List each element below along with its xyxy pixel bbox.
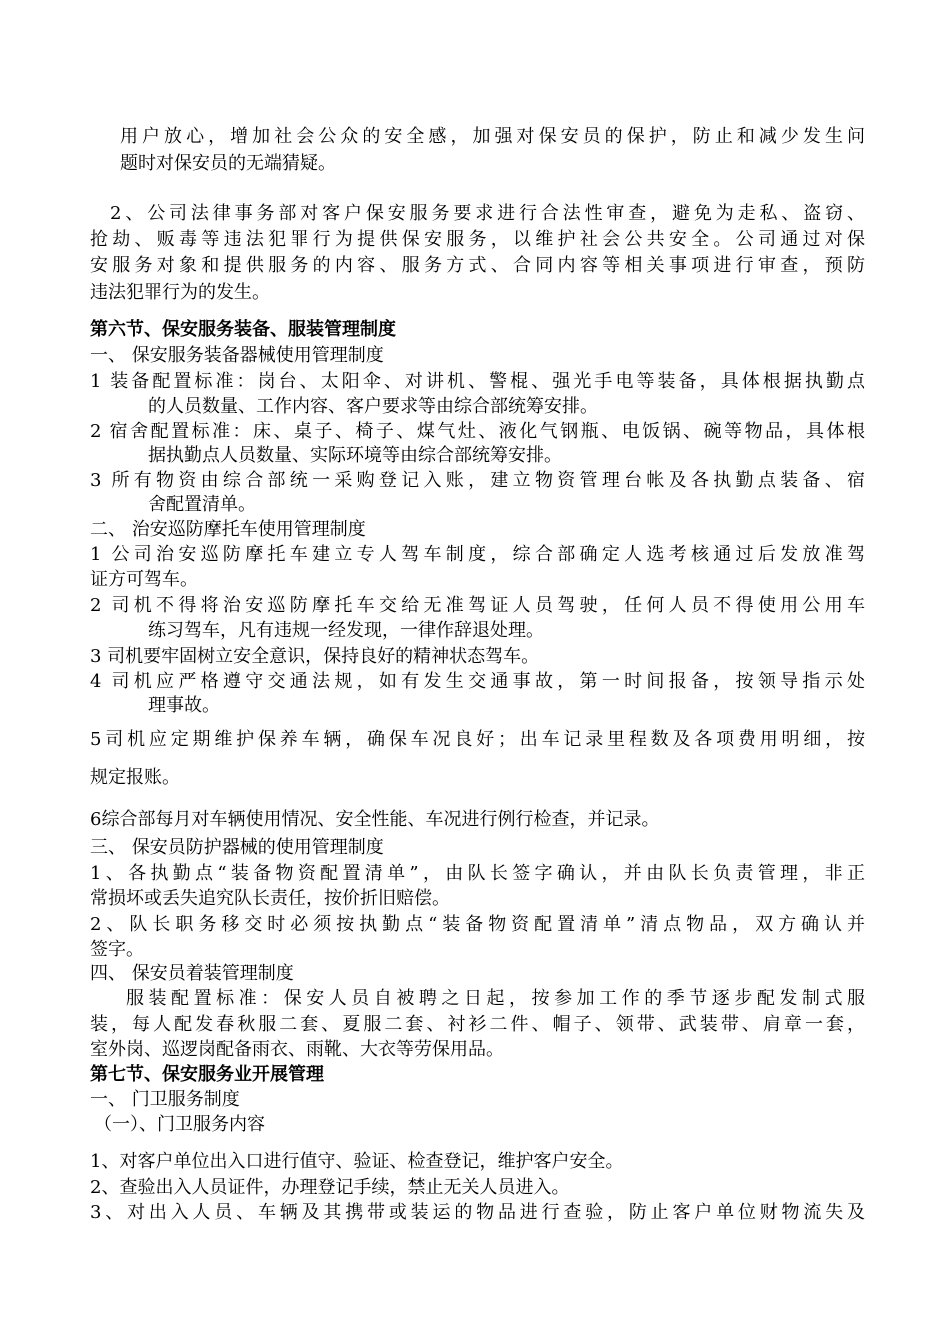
motorcycle-driver-line-2: 证方可驾车。 bbox=[90, 569, 198, 590]
monthly-inspection-line: 6综合部每月对车辆使用情况、安全性能、车况进行例行检查，并记录。 bbox=[90, 809, 660, 830]
unlicensed-driving-line-1: 2 司机不得将治安巡防摩托车交给无准驾证人员驾驶，任何人员不得使用公用车 bbox=[90, 595, 865, 616]
equipment-standard-line-1: 1 装备配置标准：岗台、太阳伞、对讲机、警棍、强光手电等装备，具体根据执勤点 bbox=[90, 371, 865, 392]
intro-paragraph-line-2: 题时对保安员的无端猜疑。 bbox=[120, 153, 336, 174]
equipment-checklist-line-1: 1、各执勤点“装备物资配置清单”，由队长签字确认，并由队长负责管理，非正 bbox=[90, 863, 865, 884]
section-6-sub-4-heading: 四、 保安员着装管理制度 bbox=[90, 963, 294, 984]
section-6-sub-1-heading: 一、 保安服务装备器械使用管理制度 bbox=[90, 345, 384, 366]
duty-handover-line-1: 2、队长职务移交时必须按执勤点“装备物资配置清单”清点物品，双方确认并 bbox=[90, 914, 865, 935]
gate-service-item-2: 2、查验出入人员证件，办理登记手续，禁止无关人员进入。 bbox=[90, 1177, 570, 1198]
duty-handover-line-2: 签字。 bbox=[90, 939, 144, 960]
vehicle-maintenance-line-2: 规定报账。 bbox=[90, 767, 180, 788]
section-7-sub-1-heading: 一、 门卫服务制度 bbox=[90, 1089, 240, 1110]
section-6-title: 第六节、保安服务装备、服装管理制度 bbox=[90, 319, 396, 340]
traffic-rules-line-2: 理事故。 bbox=[148, 695, 220, 716]
materials-registration-line-1: 3 所有物资由综合部统一采购登记入账，建立物资管理台帐及各执勤点装备、宿 bbox=[90, 470, 865, 491]
gate-service-item-3: 3、对出入人员、车辆及其携带或装运的物品进行查验，防止客户单位财物流失及 bbox=[90, 1202, 865, 1223]
unlicensed-driving-line-2: 练习驾车，凡有违规一经发现，一律作辞退处理。 bbox=[148, 620, 544, 641]
dormitory-standard-line-1: 2 宿舍配置标准：床、桌子、椅子、煤气灶、液化气钢瓶、电饭锅、碗等物品，具体根 bbox=[90, 421, 865, 442]
traffic-rules-line-1: 4 司机应严格遵守交通法规，如有发生交通事故，第一时间报备，按领导指示处 bbox=[90, 671, 865, 692]
legal-review-paragraph-line-2: 抢劫、贩毒等违法犯罪行为提供保安服务，以维护社会公共安全。公司通过对保 bbox=[90, 229, 865, 250]
section-6-sub-2-heading: 二、 治安巡防摩托车使用管理制度 bbox=[90, 519, 366, 540]
legal-review-paragraph-line-1: 2、公司法律事务部对客户保安服务要求进行合法性审查，避免为走私、盗窃、 bbox=[110, 203, 865, 224]
safety-awareness-line: 3 司机要牢固树立安全意识，保持良好的精神状态驾车。 bbox=[90, 646, 540, 667]
uniform-standard-line-3: 室外岗、巡逻岗配备雨衣、雨靴、大衣等劳保用品。 bbox=[90, 1039, 504, 1060]
section-6-sub-3-heading: 三、 保安员防护器械的使用管理制度 bbox=[90, 837, 384, 858]
intro-paragraph-line-1: 用户放心，增加社会公众的安全感，加强对保安员的保护，防止和减少发生问 bbox=[120, 126, 865, 147]
uniform-standard-line-2: 装，每人配发春秋服二套、夏服二套、衬衫二件、帽子、领带、武装带、肩章一套， bbox=[90, 1014, 865, 1035]
gate-service-content-heading: （一）、门卫服务内容 bbox=[94, 1114, 265, 1135]
legal-review-paragraph-line-4: 违法犯罪行为的发生。 bbox=[90, 282, 270, 303]
legal-review-paragraph-line-3: 安服务对象和提供服务的内容、服务方式、合同内容等相关事项进行审查，预防 bbox=[90, 255, 865, 276]
equipment-standard-line-2: 的人员数量、工作内容、客户要求等由综合部统筹安排。 bbox=[148, 396, 598, 417]
motorcycle-driver-line-1: 1 公司治安巡防摩托车建立专人驾车制度，综合部确定人选考核通过后发放准驾 bbox=[90, 544, 865, 565]
materials-registration-line-2: 舍配置清单。 bbox=[148, 494, 256, 515]
uniform-standard-line-1: 服装配置标准：保安人员自被聘之日起，按参加工作的季节逐步配发制式服 bbox=[126, 988, 865, 1009]
section-7-title: 第七节、保安服务业开展管理 bbox=[90, 1064, 324, 1085]
vehicle-maintenance-line-1: 5司机应定期维护保养车辆，确保车况良好；出车记录里程数及各项费用明细，按 bbox=[90, 729, 865, 750]
dormitory-standard-line-2: 据执勤点人员数量、实际环境等由综合部统筹安排。 bbox=[148, 445, 562, 466]
gate-service-item-1: 1、对客户单位出入口进行值守、验证、检查登记，维护客户安全。 bbox=[90, 1151, 624, 1172]
equipment-checklist-line-2: 常损坏或丢失追究队长责任，按价折旧赔偿。 bbox=[90, 888, 450, 909]
